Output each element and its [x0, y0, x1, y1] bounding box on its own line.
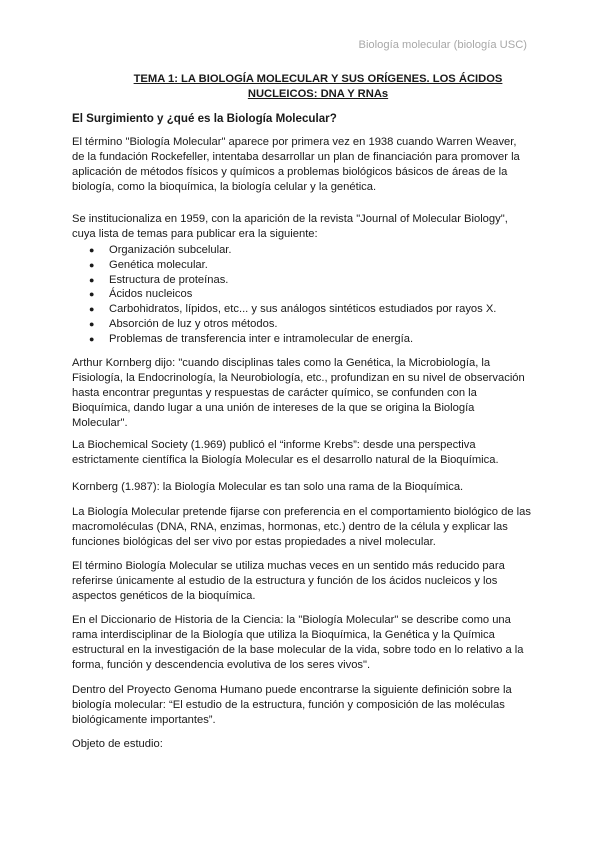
topics-list [72, 243, 532, 347]
paragraph-krebs-report: La Biochemical Society (1.969) publicó el “informe Krebs”: desde una perspectiva estrictamente científica la Biología Molecular es el desarrollo natural de la Bioquímica. [72, 439, 499, 466]
paragraph-institutionalization: Se institucionaliza en 1959, con la aparición de la revista "Journal of Molecular Biology", cuya lista de temas para publicar era la siguiente: [72, 213, 508, 240]
section-heading: El Surgimiento y ¿qué es la Biología Molecular? [72, 112, 337, 125]
bullet-icon: ● [89, 333, 95, 344]
bullet-icon: ● [89, 304, 95, 315]
document-title: TEMA 1: LA BIOLOGÍA MOLECULAR Y SUS ORÍGENES. LOS ÁCIDOS NUCLEICOS: DNA Y RNAs [133, 73, 503, 100]
bullet-icon: ● [89, 245, 95, 255]
paragraph-kornberg-quote: Arthur Kornberg dijo: "cuando disciplinas tales como la Genética, la Microbiología, la Fisiología, la Endocrinología, la Neurobiología, etc., profundizan en su nivel de observación hasta encontrar preguntas y respuestas de carácter químico, se confunden con la Bioquímica, dando lugar a una unión de intereses de la que se origina la Biología Molecular". [72, 357, 525, 429]
paragraph-genome-project: Dentro del Proyecto Genoma Humano puede encontrarse la siguiente definición sobre la biología molecular: “El estudio de la estructura, función y composición de las moléculas biológicamente importantes”. [72, 684, 512, 726]
list-item: ● Genética molecular. [89, 258, 208, 271]
paragraph-origin: El término "Biología Molecular" aparece por primera vez en 1938 cuando Warren Weaver, de la fundación Rockefeller, intentaba desarrollar un plan de financiación para promover la aplicación de métodos físicos y químicos a problemas biológicos básicos de áreas de la biología, como la bioquímica, la biología celular y la genética. [72, 136, 520, 193]
page-header-course: Biología molecular (biología USC) [358, 39, 527, 51]
bullet-icon: ● [89, 289, 95, 300]
list-item: ● Absorción de luz y otros métodos. [89, 317, 278, 330]
paragraph-macromolecules: La Biología Molecular pretende fijarse con preferencia en el comportamiento biológico de las macromoléculas (DNA, RNA, enzimas, hormonas, etc.) dentro de la célula y explicar las funciones biológicas del ser vivo por estas propiedades a nivel molecular. [72, 506, 531, 548]
list-item: ● Ácidos nucleicos [89, 288, 193, 301]
paragraph-dictionary: En el Diccionario de Historia de la Ciencia: la "Biología Molecular" se describe como una rama interdisciplinar de la Biología que utiliza la Bioquímica, la Genética y la Química estructural en la investigación de la base molecular de la vida, sobre todo en lo relativo a la forma, función y descendencia evolutiva de los seres vivos". [72, 614, 524, 671]
bullet-icon: ● [89, 274, 95, 285]
bullet-icon: ● [89, 318, 95, 329]
paragraph-restricted-sense: El término Biología Molecular se utiliza muchas veces en un sentido más reducido para referirse únicamente al estudio de la estructura y función de los ácidos nucleicos y los aspectos genéticos de la bioquímica. [72, 560, 505, 602]
list-item: ● Problemas de transferencia inter e intramolecular de energía. [89, 332, 414, 345]
list-item: ● Estructura de proteínas. [89, 273, 229, 286]
bullet-icon: ● [89, 259, 95, 270]
paragraph-object-of-study: Objeto de estudio: [72, 738, 163, 750]
paragraph-kornberg-1987: Kornberg (1.987): la Biología Molecular es tan solo una rama de la Bioquímica. [72, 481, 464, 493]
list-item: ● Carbohidratos, lípidos, etc... y sus análogos sintéticos estudiados por rayos X. [89, 303, 497, 316]
list-item: ● Organización subcelular. [89, 244, 232, 256]
